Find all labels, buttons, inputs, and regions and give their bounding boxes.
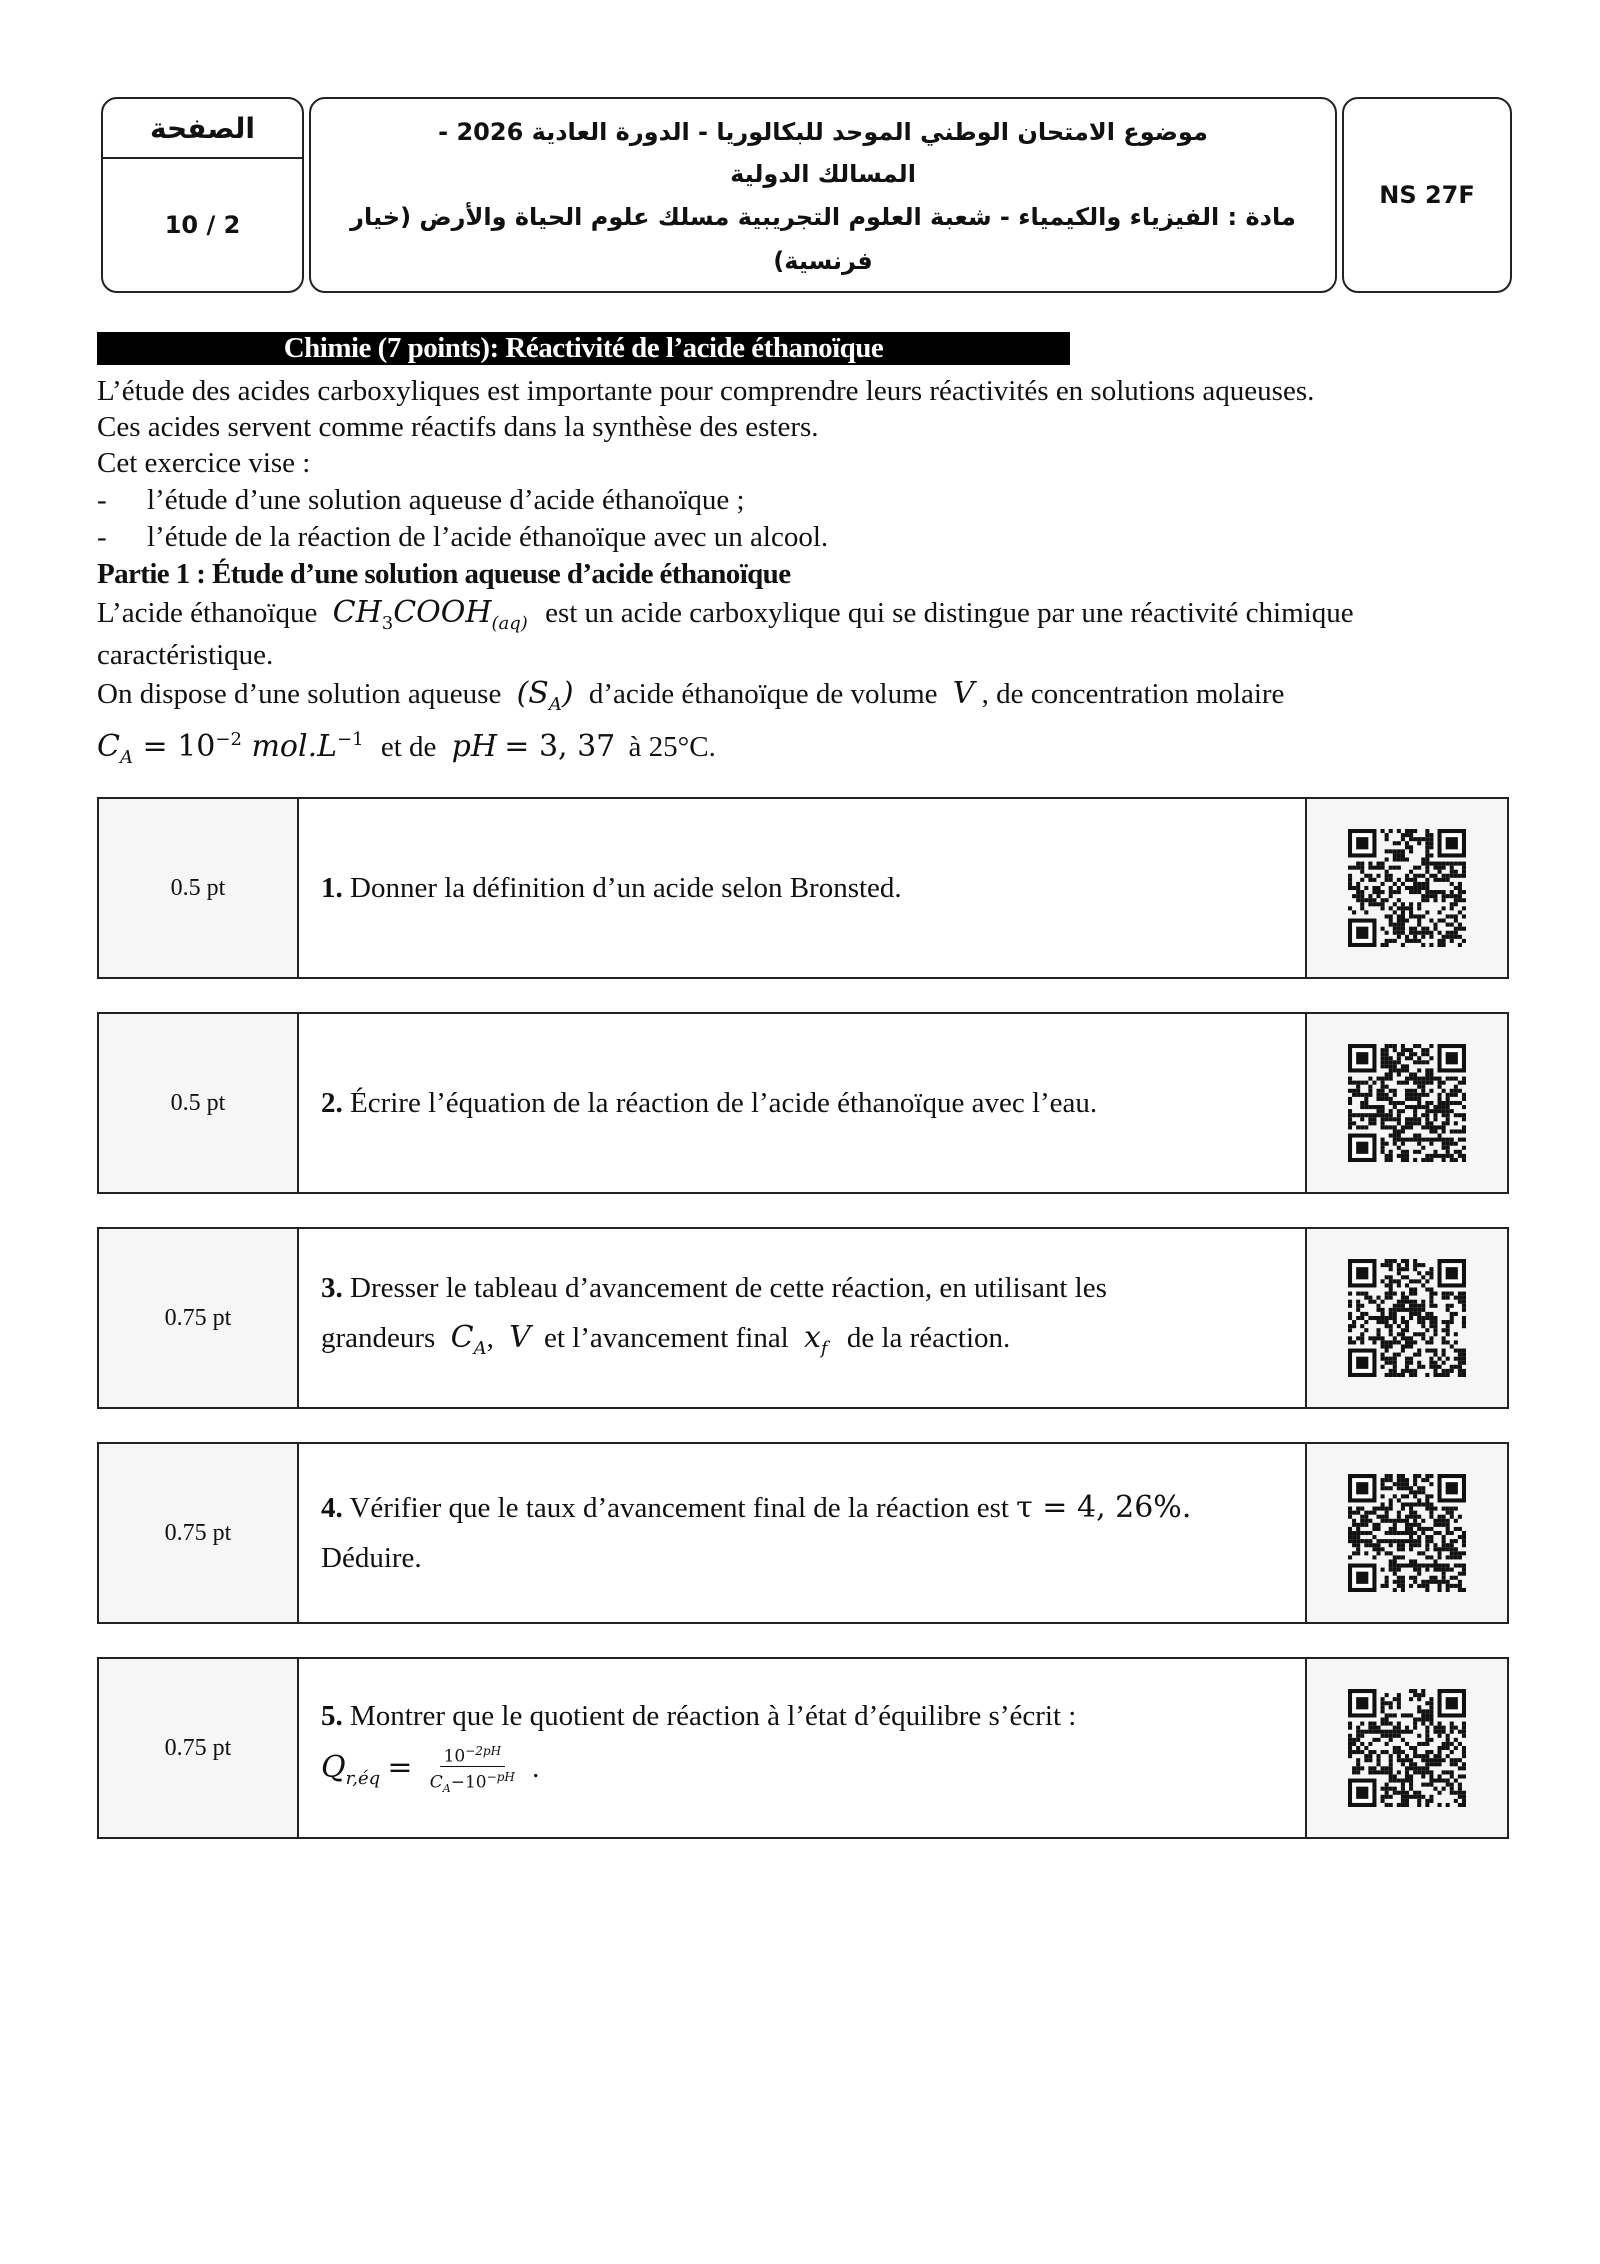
intro-bullet1 — [97, 482, 745, 518]
question-text-2a: grandeurs — [321, 1321, 436, 1354]
points-cell: 0.75 pt — [99, 1659, 299, 1837]
part1-paragraph1 — [97, 595, 1354, 642]
ph-value: = 3, 37 — [504, 729, 616, 764]
bullet-marker: - — [97, 484, 107, 516]
xf-sub: f — [820, 1337, 828, 1359]
fraction-numerator — [440, 1741, 505, 1768]
qr-code-icon[interactable] — [1305, 799, 1507, 977]
ph-symbol: pH — [451, 729, 498, 764]
q-fraction — [426, 1741, 519, 1800]
question-number: 5. — [321, 1699, 343, 1732]
question-row-5 — [97, 1657, 1509, 1839]
q-end: . — [532, 1751, 540, 1784]
volume-symbol: V — [952, 676, 975, 711]
intro-line1: L’étude des acides carboxyliques est importante pour comprendre leurs réactivités en solutions aqueuses. — [97, 375, 1315, 407]
question-text-cell — [299, 1014, 1307, 1192]
bullet-marker: - — [97, 521, 107, 553]
q-equals: = — [387, 1749, 413, 1785]
den-c: C — [429, 1772, 443, 1793]
qr-code-icon[interactable] — [1305, 1229, 1507, 1407]
acid-formula — [332, 595, 528, 634]
ca-symbol — [450, 1319, 487, 1359]
question-number: 4. — [321, 1492, 343, 1524]
intro-bullet2 — [97, 519, 828, 555]
ca-unit: mol.L — [251, 729, 338, 764]
p3-and: et de — [380, 731, 437, 763]
question-number: 2. — [321, 1087, 343, 1119]
ca-c: C — [97, 729, 120, 764]
ca-exp: −2 — [215, 729, 242, 750]
ca-c: C — [450, 1319, 474, 1355]
part1-paragraph2 — [97, 676, 1284, 723]
xf-symbol — [804, 1319, 828, 1359]
exam-title-box — [309, 97, 1337, 293]
question-text-2: Déduire. — [321, 1542, 422, 1574]
page-label: الصفحة — [103, 99, 302, 159]
formula-sub3: 3 — [381, 613, 394, 634]
question-row-4 — [97, 1442, 1509, 1624]
exam-title-line1: موضوع الامتحان الوطني الموحد للبكالوريا - الدورة العادية 2026 - — [438, 118, 1208, 146]
p2-text-a: On dispose d’une solution aqueuse — [97, 678, 502, 710]
sym-sub: A — [548, 694, 562, 715]
question-text: Vérifier que le taux d’avancement final de la réaction est — [349, 1492, 1009, 1524]
q-sub: r,éq — [345, 1767, 381, 1789]
sym-s: (S — [516, 676, 549, 711]
qr-code-icon[interactable] — [1305, 1444, 1507, 1622]
question-text-cell — [299, 1229, 1307, 1407]
page-box — [101, 97, 304, 293]
q-symbol — [321, 1749, 381, 1789]
part1-paragraph3 — [97, 722, 716, 776]
formula-cooh: COOH — [393, 595, 492, 630]
fraction-denominator — [426, 1767, 519, 1799]
question-number: 3. — [321, 1271, 343, 1304]
intro-line3: Cet exercice vise : — [97, 447, 311, 479]
question-row-2 — [97, 1012, 1509, 1194]
question-text: Dresser le tableau d’avancement de cette réaction, en utilisant les — [350, 1271, 1107, 1304]
page-number: 10 / 2 — [164, 211, 241, 239]
ca-eq: = 10 — [142, 729, 216, 764]
tau-value: τ = 4, 26%. — [1016, 1490, 1192, 1525]
question-text: Écrire l’équation de la réaction de l’acide éthanoïque avec l’eau. — [350, 1087, 1098, 1119]
separator: , — [486, 1321, 494, 1354]
question-text-cell — [299, 1444, 1307, 1622]
question-number: 1. — [321, 872, 343, 904]
exam-subject-line: مادة : الفيزياء والكيمياء - شعبة العلوم التجريبية مسلك علوم الحياة والأرض (خيار فرنسية) — [350, 203, 1296, 275]
points-cell: 0.75 pt — [99, 1229, 299, 1407]
points-cell: 0.75 pt — [99, 1444, 299, 1622]
den-rest: −10 — [450, 1772, 487, 1793]
bullet2-text: l’étude de la réaction de l’acide éthanoïque avec un alcool. — [147, 521, 829, 553]
question-text: Montrer que le quotient de réaction à l’état d’équilibre s’écrit : — [350, 1699, 1077, 1732]
p2-text-b: d’acide éthanoïque de volume — [588, 678, 938, 710]
points-cell: 0.5 pt — [99, 799, 299, 977]
den-exp: −pH — [486, 1770, 515, 1785]
banner-title: Chimie (7 points): Réactivité de l’acide éthanoïque — [283, 332, 884, 364]
question-text-cell — [299, 1659, 1307, 1837]
qr-code-icon[interactable] — [1305, 1659, 1507, 1837]
p1-text-a: L’acide éthanoïque — [97, 597, 318, 629]
exam-code: NS 27F — [1342, 97, 1512, 293]
xf-x: x — [804, 1319, 821, 1355]
question-text-cell — [299, 799, 1307, 977]
question-text-2b: et l’avancement final — [543, 1321, 789, 1354]
points-cell: 0.5 pt — [99, 1014, 299, 1192]
question-row-1 — [97, 797, 1509, 979]
p1-text-c: caractéristique. — [97, 639, 274, 671]
num-10: 10 — [443, 1746, 466, 1767]
intro-line2: Ces acides servent comme réactifs dans la synthèse des esters. — [97, 411, 819, 443]
exam-title-line2: المسالك الدولية — [730, 160, 916, 188]
den-sub: A — [442, 1782, 451, 1796]
v-symbol: V — [509, 1319, 531, 1355]
question-text: Donner la définition d’un acide selon Bronsted. — [350, 872, 902, 904]
q-q: Q — [321, 1749, 346, 1785]
solution-symbol — [516, 676, 574, 715]
ca-sub: A — [119, 747, 133, 768]
part1-title: Partie 1 : Étude d’une solution aqueuse d’acide éthanoïque — [97, 558, 791, 590]
ca-sub: A — [473, 1337, 487, 1359]
p2-text-c: , de concentration molaire — [981, 678, 1285, 710]
formula-state: (aq) — [491, 613, 528, 634]
question-text-2c: de la réaction. — [846, 1321, 1011, 1354]
question-row-3 — [97, 1227, 1509, 1409]
formula-ch: CH — [332, 595, 382, 630]
num-exp: −2pH — [465, 1743, 502, 1758]
ca-unit-exp: −1 — [337, 729, 364, 750]
ca-value — [97, 729, 364, 768]
qr-code-icon[interactable] — [1305, 1014, 1507, 1192]
p1-text-b: est un acide carboxylique qui se distingue par une réactivité chimique — [545, 597, 1354, 629]
bullet1-text: l’étude d’une solution aqueuse d’acide éthanoïque ; — [147, 484, 745, 516]
chemistry-banner — [97, 332, 1070, 365]
temperature: à 25°C. — [628, 731, 716, 763]
sym-close: ) — [561, 676, 574, 711]
